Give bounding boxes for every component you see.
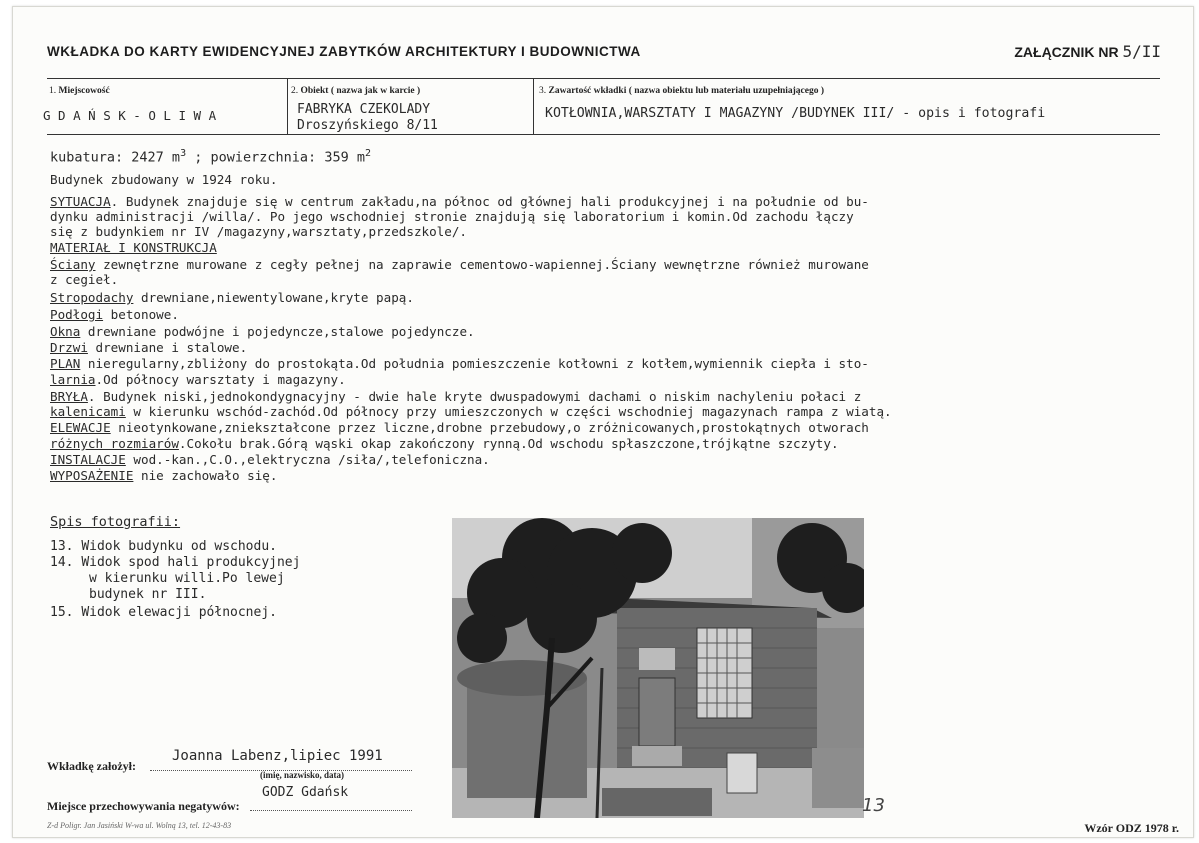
windows-line: Okna drewniane podwójne i pojedyncze,stalowe pojedyncze. [50, 324, 475, 339]
form-version: Wzór ODZ 1978 r. [1084, 821, 1179, 835]
plan-line2: larnia.Od północy warsztaty i magazyny. [50, 372, 346, 387]
situation-line2: dynku administracji /willa/. Po jego wschodniej stronie znajdują się laboratorium i komin.Od zachodu łączy [50, 209, 854, 224]
header-rule-bottom [47, 134, 1160, 135]
situation-line1: SYTUACJA. Budynek znajduje się w centrum zakładu,na północ od głównej hali produkcyjnej i na południe od bu- [50, 194, 869, 209]
field1-label: 1. Miejscowość [49, 86, 110, 96]
installations-line: INSTALACJE wod.-kan.,C.O.,elektryczna /siła/,telefoniczna. [50, 452, 490, 467]
equipment-line: WYPOSAŻENIE nie zachowało się. [50, 468, 278, 483]
object-value-line2: Droszyńskiego 8/11 [297, 118, 438, 133]
built-year: Budynek zbudowany w 1924 roku. [50, 172, 278, 187]
photo-item-14: 14. Widok spod hali produkcyjnej [50, 555, 301, 570]
building-photo-image [452, 518, 864, 818]
storage-label: Miejsce przechowywania negatywów: [47, 799, 240, 813]
locality-value: G D A Ń S K - O L I W A [43, 108, 217, 123]
annex-label: ZAŁĄCZNIK NR [1014, 44, 1119, 60]
object-value-line1: FABRYKA CZEKOLADY [297, 102, 431, 117]
building-photo [452, 518, 864, 818]
contents-value: KOTŁOWNIA,WARSZTATY I MAGAZYNY /BUDYNEK III/ - opis i fotografi [545, 106, 1046, 121]
author-label: Wkładkę założył: [47, 759, 136, 773]
photo-list-heading: Spis fotografii: [50, 514, 181, 530]
doors-line: Drzwi drewniane i stalowe. [50, 340, 248, 355]
field-divider-1 [287, 78, 288, 134]
storage-value: GODZ Gdańsk [262, 785, 349, 800]
photo-number: 13 [862, 795, 885, 816]
walls-line1: Ściany zewnętrzne murowane z cegły pełnej na zaprawie cementowo-wapiennej.Ściany wewnętrzne również murowane [50, 257, 869, 272]
annex-value: 5/II [1122, 42, 1161, 61]
field3-label: 3. Zawartość wkładki ( nazwa obiektu lub materiału uzupełniającego ) [539, 86, 825, 96]
printer-note: Z-d Poligr. Jan Jasiński W-wa ul. Wolną 13, tel. 12-43-83 [47, 821, 232, 830]
elevations-line1: ELEWACJE nieotynkowane,zniekształcone przez liczne,drobne przebudowy,o zróżnicowanych,prostokątnych otworach [50, 420, 869, 435]
photo-item-14-line3: budynek nr III. [89, 587, 207, 602]
mass-line1: BRYŁA. Budynek niski,jednokondygnacyjny - dwie hale kryte dwuspadowymi dachami o niskim nachyleniu połaci z [50, 389, 862, 404]
author-value: Joanna Labenz,lipiec 1991 [172, 748, 383, 764]
situation-line3: się z budynkiem nr IV /magazyny,warsztaty,przedszkole/. [50, 224, 468, 239]
roof-line: Stropodachy drewniane,niewentylowane,kryte papą. [50, 290, 414, 305]
plan-line1: PLAN nieregularny,zbliżony do prostokąta.Od południa pomieszczenie kotłowni z kotłem,wymiennik ciepła i sto- [50, 356, 869, 371]
field2-label: 2. Obiekt ( nazwa jak w karcie ) [291, 86, 421, 96]
material-heading: MATERIAŁ I KONSTRUKCJA [50, 240, 217, 255]
volume-area-line: kubatura: 2427 $m^3$ ; powierzchnia: 359 $m^2$ [50, 148, 371, 166]
storage-dotted-line [250, 810, 412, 811]
form-title: WKŁADKA DO KARTY EWIDENCYJNEJ ZABYTKÓW ARCHITEKTURY I BUDOWNICTWA [47, 44, 641, 59]
photo-item-15: 15. Widok elewacji północnej. [50, 605, 277, 620]
photo-item-14-line2: w kierunku willi.Po lewej [89, 571, 285, 586]
elevations-line2: różnych rozmiarów.Cokołu brak.Górą wąski okap zakończony rynną.Od wschodu spłaszczone,trójkątne szczyty. [50, 436, 839, 451]
header-rule-top [47, 78, 1160, 79]
walls-line2: z cegieł. [50, 272, 119, 287]
photo-item-13: 13. Widok budynku od wschodu. [50, 539, 277, 554]
annex-number [1014, 42, 1161, 61]
field-divider-2 [533, 78, 534, 134]
floors-line: Podłogi betonowe. [50, 307, 179, 322]
mass-line2: kalenicami w kierunku wschód-zachód.Od północy przy umieszczonych w części wschodniej magazynach rampa z wiatą. [50, 404, 892, 419]
author-caption: (imię, nazwisko, data) [260, 770, 344, 780]
